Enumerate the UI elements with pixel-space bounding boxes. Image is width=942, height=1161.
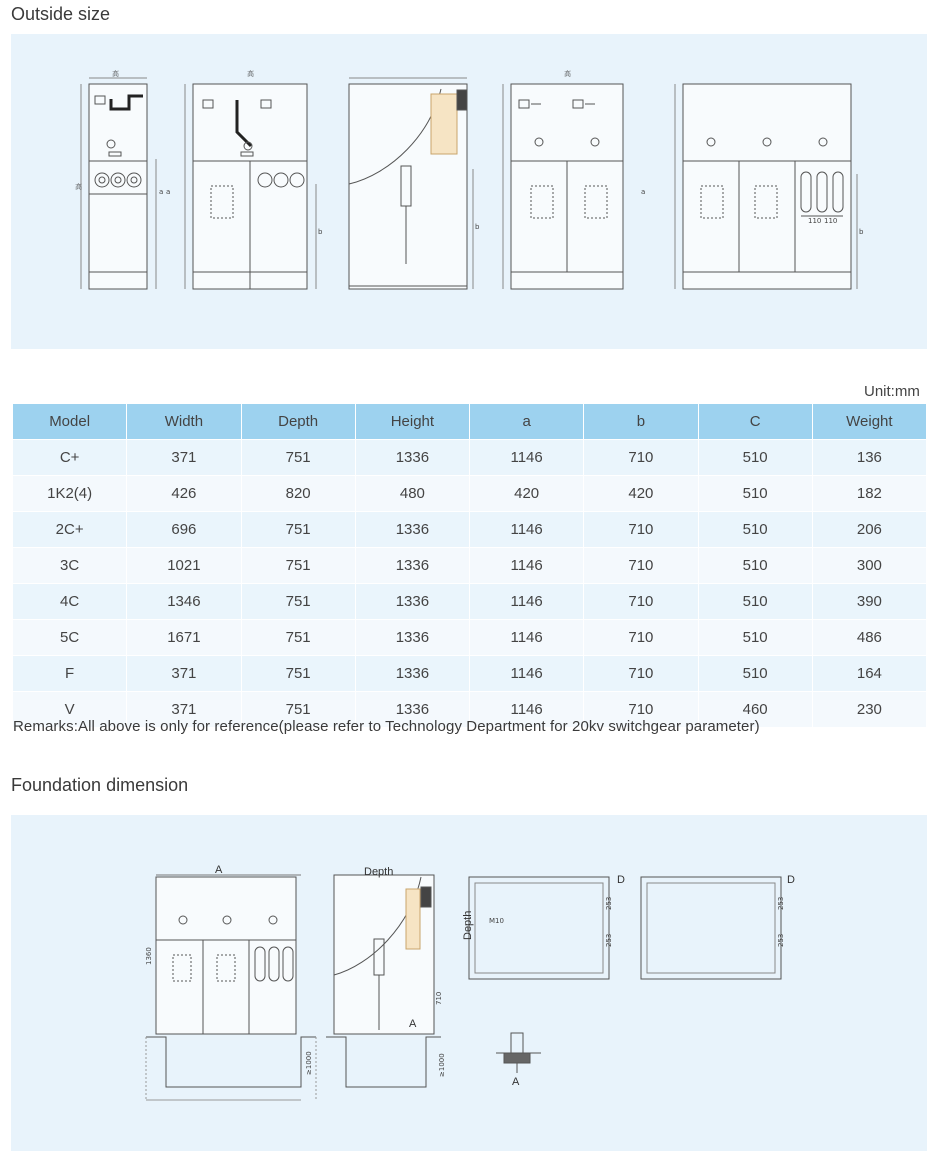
table-cell: 136	[813, 439, 927, 475]
table-cell: 510	[699, 583, 813, 619]
remarks-text: Remarks:All above is only for reference(please refer to Technology Department for 20kv switchgear parameter)	[13, 718, 760, 735]
table-cell: 480	[356, 475, 470, 511]
table-cell: F	[13, 655, 127, 691]
depth-label: Depth	[364, 866, 394, 878]
table-cell: 426	[127, 475, 241, 511]
height-label-3: 高	[247, 70, 254, 78]
table-cell: 1146	[470, 547, 584, 583]
dim-b-label-2: b	[475, 223, 480, 231]
table-cell: 1336	[356, 511, 470, 547]
foundation-drawing-panel	[11, 815, 927, 1151]
table-cell: 751	[242, 511, 356, 547]
cabinet-drawing-2unit	[503, 69, 645, 289]
column-header-b: b	[584, 404, 698, 439]
table-cell: 510	[699, 547, 813, 583]
table-cell: 1336	[356, 655, 470, 691]
table-cell: 510	[699, 439, 813, 475]
anchor-bolt-detail	[496, 1033, 541, 1088]
table-cell: 486	[813, 619, 927, 655]
cabinet-side-view	[349, 78, 480, 289]
dim-253-label-d: 253	[777, 933, 785, 947]
column-header-model: Model	[13, 404, 127, 439]
table-cell: 3C	[13, 547, 127, 583]
column-header-width: Width	[127, 404, 241, 439]
table-cell: 751	[242, 547, 356, 583]
dim-1000-label: ≥1000	[305, 1051, 313, 1075]
table-cell: 710	[584, 691, 698, 727]
dim-a-label-2: a	[641, 188, 646, 196]
table-cell: 206	[813, 511, 927, 547]
dim-1360-label: 1360	[145, 947, 153, 965]
dim-a-label: A	[215, 864, 223, 876]
table-cell: 1K2(4)	[13, 475, 127, 511]
height-label-2: 高	[75, 183, 82, 191]
table-row	[13, 547, 927, 583]
table-row	[13, 511, 927, 547]
dim-1000b-label: ≥1000	[438, 1053, 446, 1077]
table-cell: 1146	[470, 655, 584, 691]
width-110-label-a: 110	[808, 217, 822, 225]
table-cell: 1336	[356, 583, 470, 619]
table-cell: 371	[127, 439, 241, 475]
cabinet-drawing-cplus	[75, 69, 163, 289]
column-header-depth: Depth	[242, 404, 356, 439]
table-cell: 751	[242, 583, 356, 619]
dim-253-label-b: 253	[605, 933, 613, 947]
table-cell: 390	[813, 583, 927, 619]
table-header-row	[13, 404, 927, 439]
table-cell: V	[13, 691, 127, 727]
dim-a-label-3: a	[166, 188, 171, 196]
table-cell: 230	[813, 691, 927, 727]
dim-a-label-1: a	[159, 188, 164, 196]
table-cell: 751	[242, 655, 356, 691]
table-cell: 710	[584, 655, 698, 691]
plan-depth-label: Depth	[462, 910, 474, 940]
table-cell: 1336	[356, 547, 470, 583]
foundation-front-view	[145, 864, 316, 1100]
table-row	[13, 439, 927, 475]
specification-table	[13, 404, 927, 727]
table-cell: 371	[127, 655, 241, 691]
outside-size-drawing-panel	[11, 34, 927, 349]
table-cell: 164	[813, 655, 927, 691]
table-row	[13, 583, 927, 619]
table-cell: 710	[584, 583, 698, 619]
table-row	[13, 655, 927, 691]
column-header-height: Height	[356, 404, 470, 439]
table-cell: 510	[699, 511, 813, 547]
table-cell: 460	[699, 691, 813, 727]
table-cell: 300	[813, 547, 927, 583]
table-cell: C+	[13, 439, 127, 475]
table-cell: 1146	[470, 619, 584, 655]
table-cell: 696	[127, 511, 241, 547]
dim-253-label-a: 253	[605, 896, 613, 910]
dim-b-label-1: b	[318, 228, 323, 236]
table-cell: 5C	[13, 619, 127, 655]
table-cell: 1671	[127, 619, 241, 655]
detail-a-label: A	[512, 1076, 520, 1088]
table-cell: 2C+	[13, 511, 127, 547]
column-header-c: C	[699, 404, 813, 439]
table-cell: 1336	[356, 619, 470, 655]
table-cell: 510	[699, 475, 813, 511]
width-110-label-b: 110	[824, 217, 838, 225]
m10-label: M10	[489, 917, 504, 925]
height-label-1: 高	[112, 70, 119, 78]
table-cell: 1146	[470, 511, 584, 547]
dim-710-label: 710	[435, 991, 443, 1005]
dim-d-label-2: D	[787, 874, 795, 886]
table-cell: 710	[584, 547, 698, 583]
dim-d-label-1: D	[617, 874, 625, 886]
dim-b-label-3: b	[859, 228, 864, 236]
height-label-4: 高	[564, 70, 571, 78]
table-row	[13, 619, 927, 655]
table-cell: 751	[242, 619, 356, 655]
cabinet-drawing-2c	[185, 69, 323, 289]
outside-size-drawings	[11, 34, 927, 349]
section-a-label: A	[409, 1018, 417, 1030]
foundation-plan-view-1	[462, 874, 625, 979]
dim-253-label-c: 253	[777, 896, 785, 910]
table-cell: 710	[584, 511, 698, 547]
table-cell: 710	[584, 619, 698, 655]
unit-label: Unit:mm	[864, 383, 920, 400]
table-cell: 1146	[470, 583, 584, 619]
table-cell: 1146	[470, 439, 584, 475]
table-cell: 1021	[127, 547, 241, 583]
table-row	[13, 475, 927, 511]
table-cell: 751	[242, 439, 356, 475]
table-cell: 420	[470, 475, 584, 511]
table-cell: 182	[813, 475, 927, 511]
table-cell: 710	[584, 439, 698, 475]
foundation-plan-view-2	[641, 874, 795, 979]
table-cell: 420	[584, 475, 698, 511]
table-cell: 510	[699, 619, 813, 655]
column-header-a: a	[470, 404, 584, 439]
table-cell: 1146	[470, 691, 584, 727]
column-header-weight: Weight	[813, 404, 927, 439]
outside-size-title: Outside size	[11, 4, 111, 24]
table-cell: 371	[127, 691, 241, 727]
table-cell: 4C	[13, 583, 127, 619]
table-cell: 1336	[356, 439, 470, 475]
table-cell: 1346	[127, 583, 241, 619]
foundation-dimension-title: Foundation dimension	[11, 775, 189, 795]
table-cell: 751	[242, 691, 356, 727]
foundation-drawings	[11, 815, 927, 1151]
table-cell: 820	[242, 475, 356, 511]
table-cell: 510	[699, 655, 813, 691]
table-cell: 1336	[356, 691, 470, 727]
foundation-side-view	[326, 866, 446, 1087]
